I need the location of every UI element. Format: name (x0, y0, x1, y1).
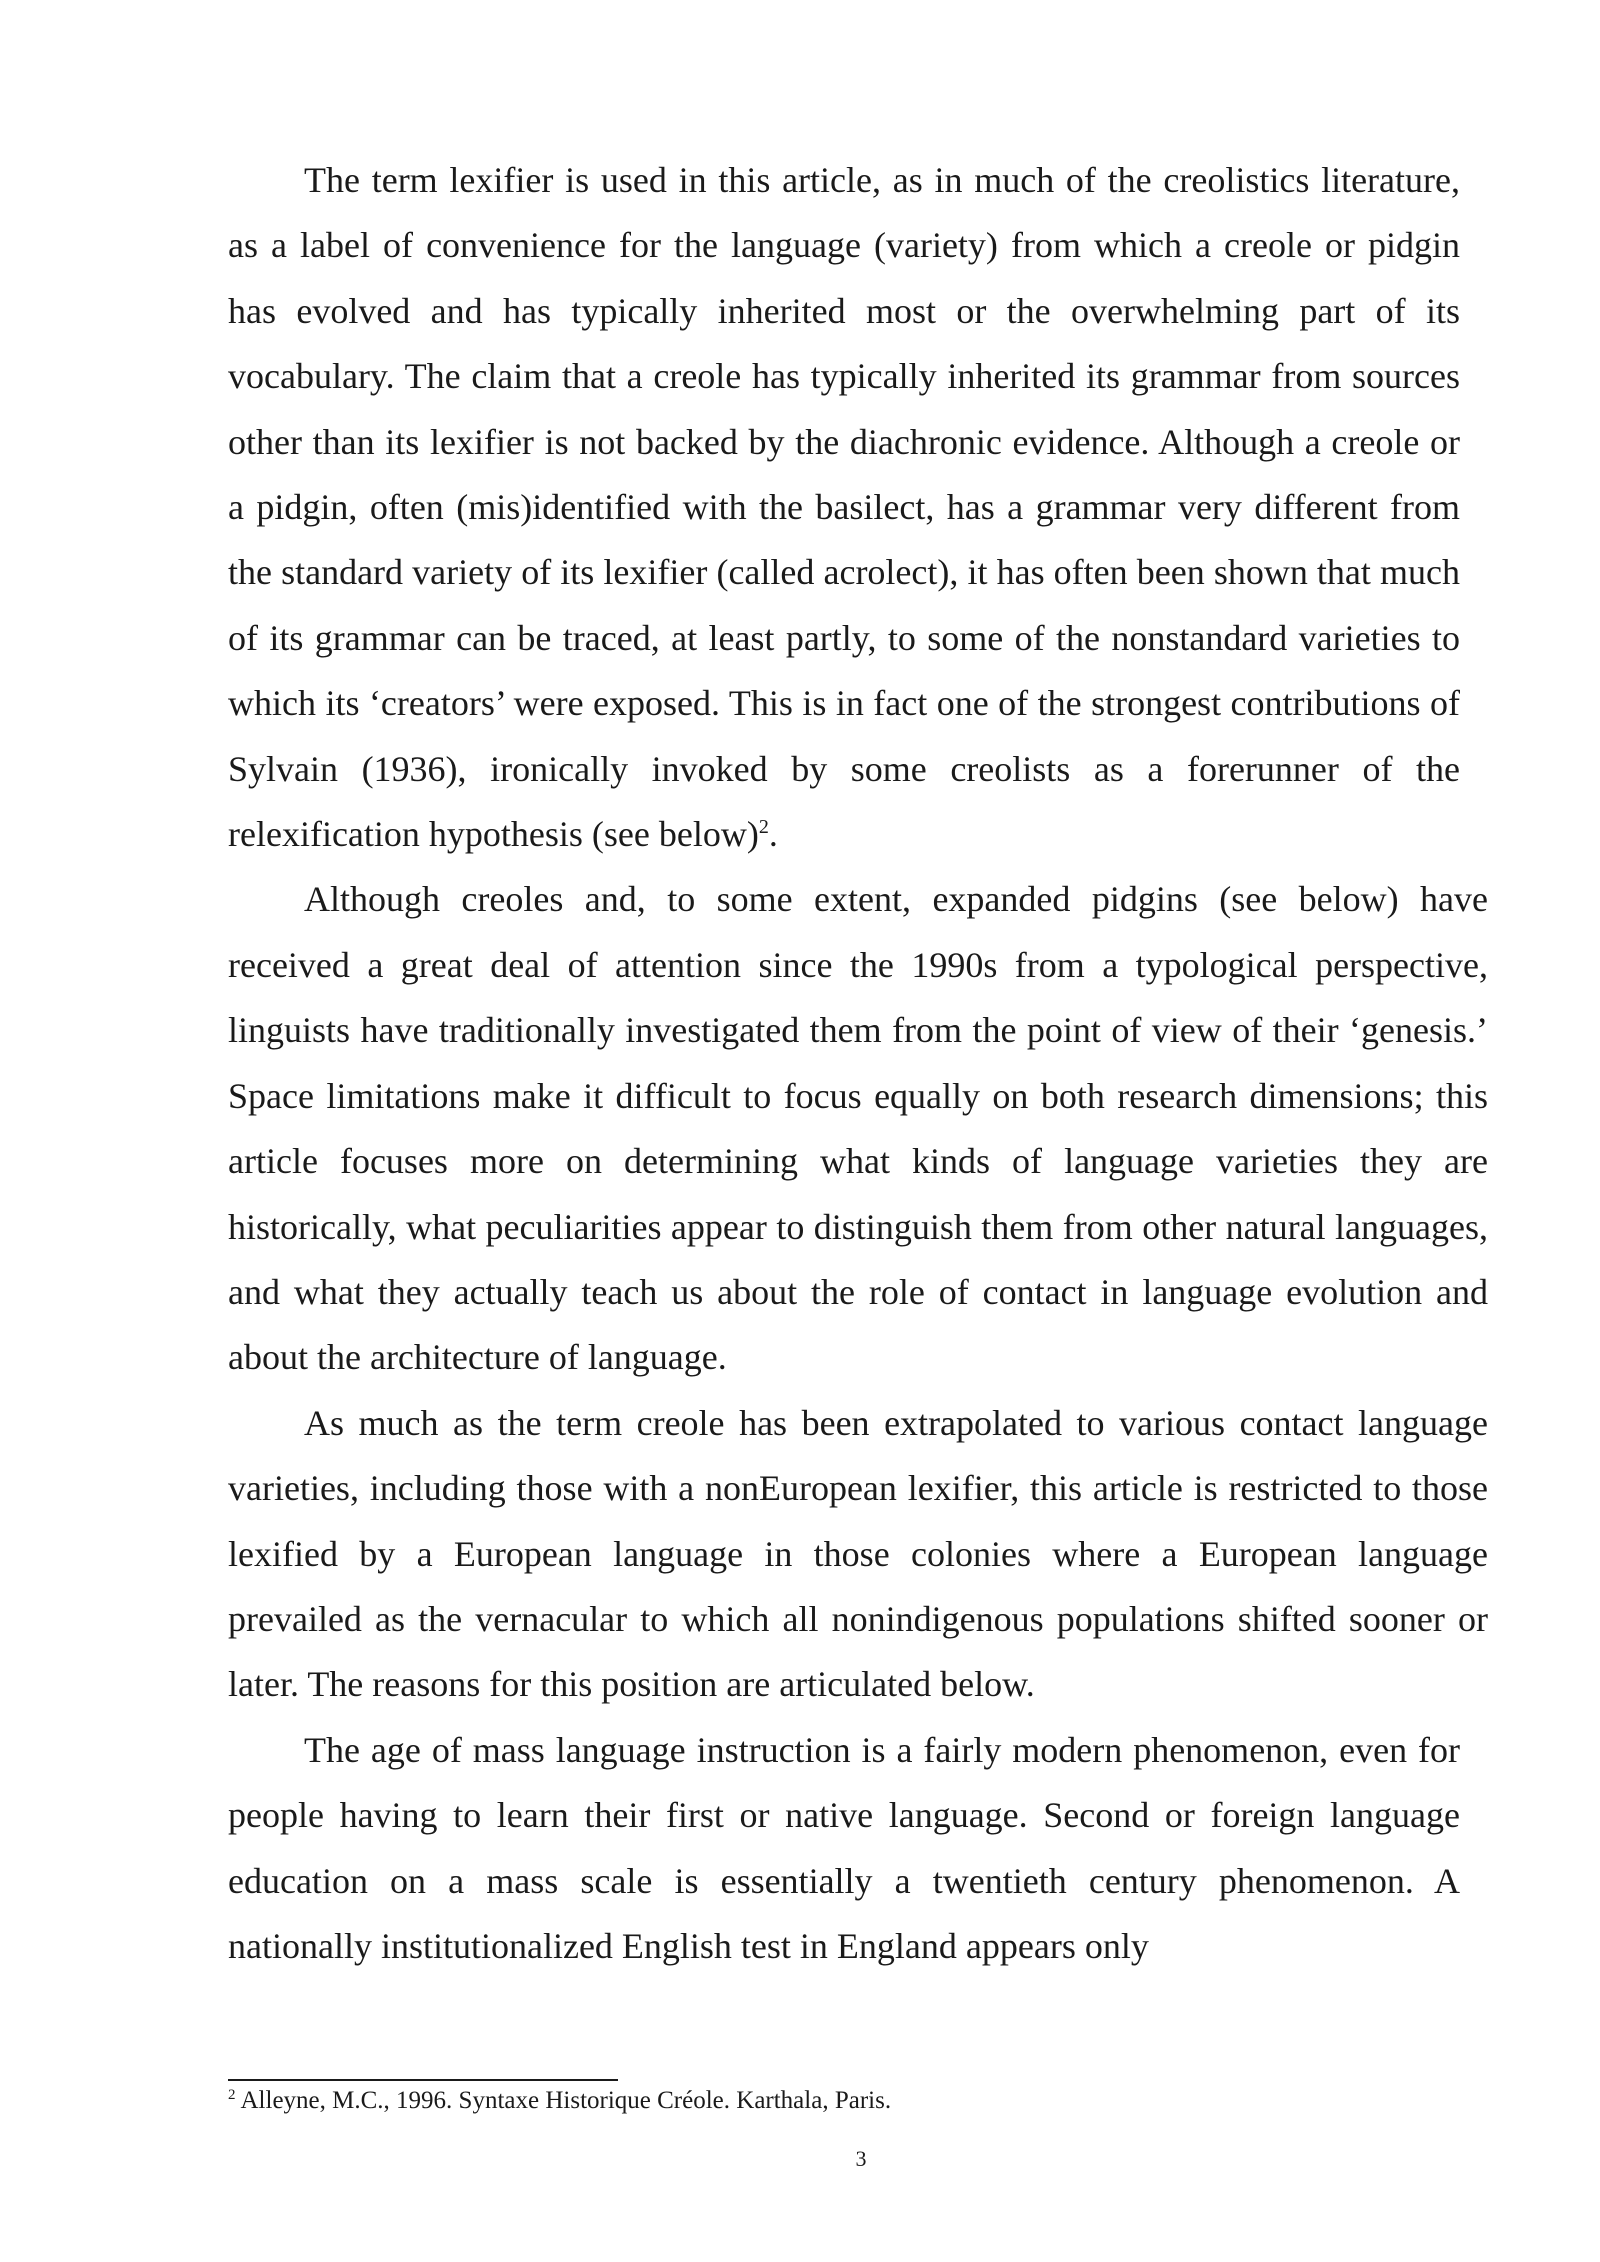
footnote (228, 2084, 1488, 2118)
paragraph-text: As much as the term creole has been extrapolated to various contact language varieties, including those with a nonEuropean lexifier, this article is restricted to those lexified by a European language in those colonies where a European language prevailed as the vernacular to which all nonindigenous populations shifted sooner or later. The reasons for this position are articulated below. (228, 1402, 1488, 1705)
paragraph-mass-instruction (228, 1718, 1460, 1980)
paragraph-text: The age of mass language instruction is a fairly modern phenomenon, even for people having to learn their first or native language. Second or foreign language education on a mass scale is essentially a twentieth century phenomenon. A nationally institutionalized English test in England appears only (228, 1729, 1460, 1966)
paragraph-text-end: . (768, 814, 778, 855)
paragraph-lexifier-definition (228, 148, 1460, 867)
paragraph-text: The term lexifier is used in this article, as in much of the creolistics literature, as a label of convenience for the language (variety) from which a creole or pidgin has evolved and has typically inherited most or the overwhelming part of its vocabulary. The claim that a creole has typically inherited its grammar from sources other than its lexifier is not backed by the diachronic evidence. Although a creole or a pidgin, often (mis)identified with the basilect, has a grammar very different from the standard variety of its lexifier (called acrolect), it has often been shown that much of its grammar can be traced, at least partly, to some of the nonstandard varieties to which its ‘creators’ were exposed. This is in fact one of the strongest contributions of Sylvain (1936), ironically invoked by some creolists as a forerunner of the relexification hypothesis (see below) (228, 160, 1460, 855)
footnote-reference[interactable]: 2 (758, 816, 769, 839)
footnote-marker: 2 (228, 2086, 236, 2103)
footnote-text: Alleyne, M.C., 1996. Syntaxe Historique Créole. Karthala, Paris. (240, 2087, 892, 2114)
paragraph-scope-restriction (228, 1391, 1488, 1718)
page-number: 3 (855, 2146, 867, 2171)
paragraph-creoles-typology (228, 867, 1488, 1390)
footnote-separator (228, 2079, 618, 2081)
paragraph-text: Although creoles and, to some extent, expanded pidgins (see below) have received a great deal of attention since the 1990s from a typological perspective, linguists have traditionally investigated them from the point of view of their ‘genesis.’ Space limitations make it difficult to focus equally on both research dimensions; this article focuses more on determining what kinds of language varieties they are historically, what peculiarities appear to distinguish them from other natural languages, and what they actually teach us about the role of contact in language evolution and about the architecture of language. (228, 879, 1488, 1378)
body-text (228, 148, 1488, 1979)
